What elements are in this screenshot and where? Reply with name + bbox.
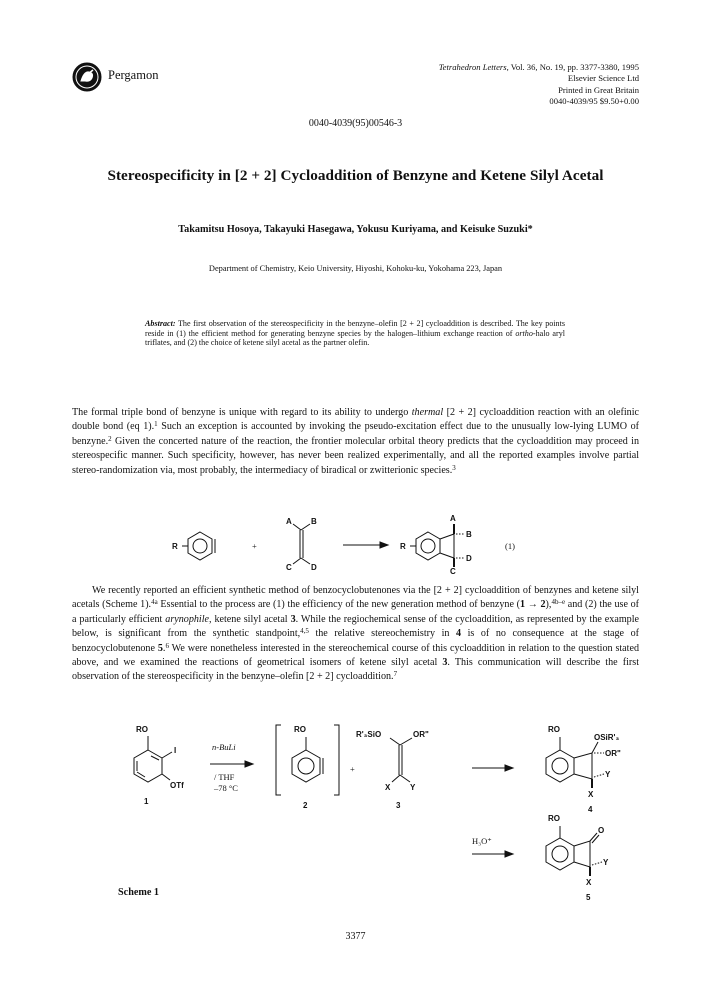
compound-5-structure	[546, 814, 609, 902]
p1-text: The formal triple bond of benzyne is unique with regard to its ability to undergo	[72, 407, 412, 418]
abstract-text: The first observation of the stereospecificity in the benzyne–olefin [2 + 2] cycloaddition is described. The key points reside in (1) the efficient method for generating benzyne species by the halogen–lithium exchange reaction of	[145, 319, 565, 338]
p2-text: . While the regiochemical sense of the cycloaddition, as represented by the example below, is significant from the synthetic standpoint,	[72, 613, 639, 640]
sch-solvent: / THF	[214, 772, 235, 782]
p2-arrow: →	[525, 599, 541, 611]
paragraph-intro	[72, 406, 639, 478]
p1-italic: thermal	[411, 407, 444, 418]
p2-ref: 7	[393, 670, 398, 679]
sch-ro2: RO	[294, 725, 306, 734]
compound-ref: 3	[290, 613, 296, 625]
p2-text: and (2) the use of a particularly efficient	[72, 599, 640, 625]
sch-ro1: RO	[136, 725, 148, 734]
compound-ref: 1	[519, 599, 526, 611]
sch-reagent: n-BuLi	[212, 742, 236, 752]
sch-c1: 1	[144, 797, 149, 806]
publisher-name: Pergamon	[108, 68, 159, 82]
sch-temp: –78 °C	[214, 783, 238, 793]
page-number: 3377	[345, 931, 366, 942]
journal-ref: , Vol. 36, No. 19, pp. 3377-3380, 1995	[506, 62, 639, 72]
compound-1-structure	[134, 725, 184, 806]
sch-ro4: RO	[548, 725, 560, 734]
abstract-italic: ortho	[515, 328, 533, 338]
sch-x3: X	[385, 783, 391, 792]
journal-line2: Elsevier Science Ltd	[567, 73, 639, 84]
p2-italic: arynophile,	[165, 613, 212, 625]
sch-c5: 5	[586, 893, 591, 902]
p2-ref: 4a	[151, 598, 158, 607]
scheme-label: Scheme 1	[118, 887, 160, 898]
p1-text: Such an exception is accounted by invoking the pseudo-excitation effect due to the unusually low-lying LUMO of benzyne.	[72, 421, 639, 447]
olefin-structure	[286, 517, 317, 572]
sch-or4: OR"	[605, 749, 621, 758]
eq-d: D	[311, 563, 317, 572]
compound-ref: 4	[456, 628, 462, 640]
p2-text: ),	[545, 599, 552, 611]
doi: 0040-4039(95)00546-3	[308, 118, 403, 129]
p2-text: Essential to the process are (1) the efficiency of the new generation method of benzyne (	[157, 599, 520, 611]
p2-ref: 4,5	[300, 627, 309, 636]
p1-ref: 2	[108, 434, 112, 443]
compound-4-structure	[546, 725, 621, 814]
sch-h3o: H₃O⁺	[472, 836, 492, 846]
eq-d2: D	[466, 554, 472, 563]
sch-x4: X	[588, 790, 594, 799]
journal-title: Tetrahedron Letters	[438, 62, 507, 72]
p2-ref: 4b–e	[551, 598, 566, 607]
eq-a2: A	[450, 514, 456, 523]
eq-c2: C	[450, 567, 456, 574]
sch-y5: Y	[603, 858, 609, 867]
pergamon-logo-icon	[72, 62, 102, 92]
sch-osir: OSiR'₃	[594, 733, 620, 742]
eq-plus: +	[252, 541, 257, 551]
abstract-text-end: -halo aryl triflates, and (2) the choice of ketene silyl acetal as the partner olefin.	[145, 328, 565, 348]
sch-y3: Y	[410, 783, 416, 792]
compound-2-structure	[276, 725, 339, 810]
sch-otf: OTf	[170, 781, 184, 790]
affiliation: Department of Chemistry, Keio University, Hiyoshi, Kohoku-ku, Yokohama 223, Japan	[208, 264, 503, 273]
compound-ref: 5	[157, 642, 163, 654]
journal-info	[439, 62, 639, 107]
eq-b2: B	[466, 530, 472, 539]
p2-text: .	[162, 642, 166, 654]
sch-c3: 3	[396, 801, 401, 810]
journal-citation	[439, 62, 639, 73]
sch-o5: O	[598, 826, 605, 835]
p2-text: is of no consequence at the stage of benzocyclobutenone	[72, 628, 639, 654]
p2-text: ketene silyl acetal	[211, 613, 291, 625]
p1-text: [2 + 2] cycloaddition reaction with an olefinic double bond (eq 1).	[72, 407, 639, 433]
authors: Takamitsu Hosoya, Takayuki Hasegawa, Yokusu Kuriyama, and Keisuke Suzuki*	[178, 224, 533, 235]
journal-line3: Printed in Great Britain	[558, 84, 639, 95]
p2-text: We were nonetheless interested in the stereochemical course of this cycloaddition in relation to the question stated above, and we examined the reactions of geometrical isomers of ketene silyl acetal	[72, 642, 639, 669]
eq-r-right: R	[400, 542, 406, 551]
sch-plus: +	[350, 764, 355, 774]
sch-c2: 2	[303, 801, 308, 810]
benzyne-structure	[172, 532, 215, 560]
sch-c4: 4	[588, 805, 593, 814]
p1-ref: 1	[154, 420, 158, 429]
abstract-label: Abstract:	[145, 319, 176, 328]
compound-3-structure	[356, 730, 429, 810]
sch-ro5: RO	[548, 814, 560, 823]
scheme-1-diagram	[100, 720, 660, 910]
p1-ref: 3	[452, 463, 456, 472]
paper-title: Stereospecificity in [2 + 2] Cycloaddition of Benzyne and Ketene Silyl Acetal	[107, 167, 604, 184]
cycloadduct-structure	[400, 514, 472, 574]
p2-ref: 6	[165, 641, 169, 650]
eq-r-left: R	[172, 542, 178, 551]
eq-a: A	[286, 517, 292, 526]
journal-line4: 0040-4039/95 $9.50+0.00	[549, 95, 639, 106]
eq-b: B	[311, 517, 317, 526]
eq-c: C	[286, 563, 292, 572]
sch-y4: Y	[605, 770, 611, 779]
paragraph-results	[72, 584, 639, 685]
p2-text: . This communication will describe the first observation of the stereospecificity in the benzyne–olefin [2 + 2] cycloaddition.	[72, 657, 639, 683]
p1-text: Given the concerted nature of the reaction, the frontier molecular orbital theory predicts that the cycloaddition may proceed in stereospecific manner. Such specificity, however, has never been realized experimentally, and all the reported examples involve partial stereo-randomization via, most probably, the intermediacy of biradical or zwitterionic species.	[72, 435, 639, 476]
compound-ref: 2	[540, 599, 546, 611]
p2-text: the relative stereochemistry in	[308, 628, 456, 640]
p2-text: We recently reported an efficient synthetic method of benzocyclobutenones via the [2 + 2] cycloaddition of benzynes and ketene silyl acetals (Scheme 1).	[72, 585, 639, 611]
sch-silyl: R'₃SiO	[356, 730, 382, 739]
abstract	[145, 319, 565, 348]
eq-number: (1)	[505, 541, 515, 551]
equation-1	[160, 512, 540, 574]
sch-x5: X	[586, 878, 592, 887]
sch-or: OR"	[413, 730, 429, 739]
compound-ref: 3	[442, 657, 448, 669]
sch-iodo: I	[174, 746, 177, 755]
